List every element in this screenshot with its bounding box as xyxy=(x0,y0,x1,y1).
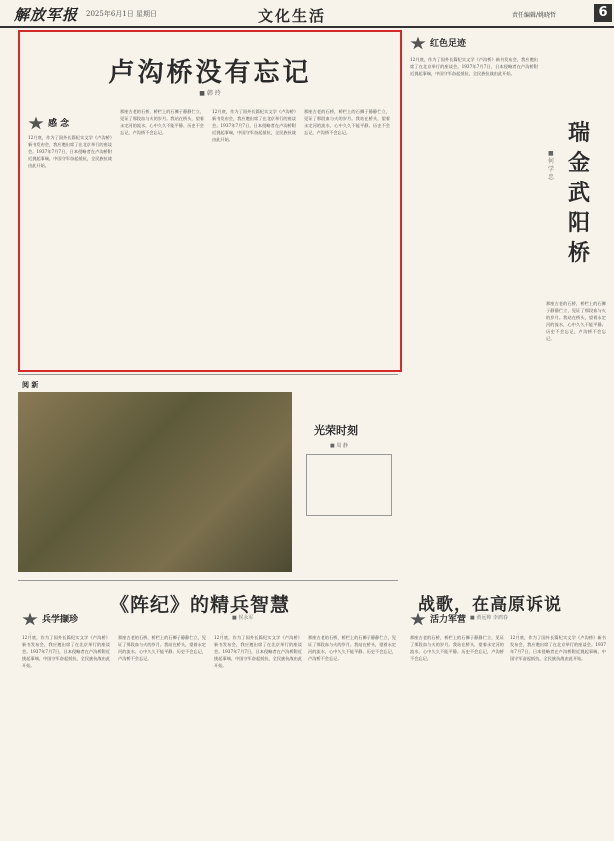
lower-right-author: ■ 黄远帅 李鸿春 xyxy=(470,615,508,621)
star-icon xyxy=(410,613,426,627)
subhead-label: 感 念 xyxy=(48,119,70,129)
lower-right-title: 战歌，在高原诉说 xyxy=(418,595,562,615)
section-label: 阅 新 xyxy=(22,380,39,389)
star-icon xyxy=(28,117,44,131)
lower-left-column-4: 那座古老的石桥，桥栏上的石狮子静静伫立，见证了那段血与火的岁月。我站在桥头，望着永定河的流水，心中久久不能平静。历史不会忘记，卢沟桥不会忘记。 xyxy=(308,635,396,661)
soldiers-photo xyxy=(18,392,292,572)
poem-author: ■ 周 静 xyxy=(330,443,348,449)
article-column-2: 那座古老的石桥，桥栏上的石狮子静静伫立，见证了那段血与火的岁月。我站在桥头，望着永定河的流水，心中久久不能平静。历史不会忘记，卢沟桥不会忘记。 xyxy=(120,109,204,135)
article-title: 卢沟桥没有忘记 xyxy=(108,58,312,88)
right-article-title: 瑞金武阳桥 xyxy=(567,120,590,266)
section-divider xyxy=(18,374,398,375)
right-article-body-2: 那座古老的石桥，桥栏上的石狮子静静伫立，见证了那段血与火的岁月。我站在桥头，望着永定河的流水，心中久久不能平静。历史不会忘记，卢沟桥不会忘记。 xyxy=(546,301,606,341)
lower-right-subhead xyxy=(410,612,466,627)
right-article-body: 12月底，作为了国外长篇纪实文学《卢沟桥》新书发布会，我应邀出席了在北京举行的座谈会。1937年7月7日，日本侵略者在卢沟桥附近挑起事端，中国守军奋起抵抗，全民族抗战由此开始。 xyxy=(410,57,538,76)
subhead-label: 兵学撷珍 xyxy=(42,615,79,625)
article-byline: ■ 韩 玲 xyxy=(199,90,221,97)
star-icon xyxy=(410,37,426,51)
subhead-label: 活力军营 xyxy=(430,615,467,625)
newspaper-masthead: 解放军报 xyxy=(14,6,79,24)
poem-panel xyxy=(300,392,398,572)
poem-title: 光荣时刻 xyxy=(314,424,358,437)
issue-date: 2025年6月1日 星期日 xyxy=(86,10,157,18)
editor-credit: 责任编辑/姚晓哲 xyxy=(512,12,557,19)
lower-right-column-2: 12月底，作为了国外长篇纪实文学《卢沟桥》新书发布会，我应邀出席了在北京举行的座谈会。1937年7月7日，日本侵略者在卢沟桥附近挑起事端，中国守军奋起抵抗，全民族抗战由此开始。 xyxy=(510,635,606,661)
article-column-4: 那座古老的石桥，桥栏上的石狮子静静伫立，见证了那段血与火的岁月。我站在桥头，望着永定河的流水，心中久久不能平静。历史不会忘记，卢沟桥不会忘记。 xyxy=(304,109,390,135)
article-column-1: 12月底，作为了国外长篇纪实文学《卢沟桥》新书发布会，我应邀出席了在北京举行的座谈会。1937年7月7日，日本侵略者在卢沟桥附近挑起事端，中国守军奋起抵抗，全民族抗战由此开始。 xyxy=(28,135,112,168)
lower-left-author: ■ 侯永军 xyxy=(232,615,254,621)
page-number: 6 xyxy=(594,4,612,22)
section-divider xyxy=(18,580,398,581)
lower-left-subhead xyxy=(22,612,78,627)
poem-text-box xyxy=(306,454,392,516)
subhead-label: 红色足迹 xyxy=(430,39,467,49)
right-article-author: ■ 何学忠 xyxy=(548,150,555,181)
article-column-3: 12月底，作为了国外长篇纪实文学《卢沟桥》新书发布会，我应邀出席了在北京举行的座谈会。1937年7月7日，日本侵略者在卢沟桥附近挑起事端，中国守军奋起抵抗，全民族抗战由此开始。 xyxy=(212,109,296,142)
star-icon xyxy=(22,613,38,627)
lower-left-column-2: 那座古老的石桥，桥栏上的石狮子静静伫立，见证了那段血与火的岁月。我站在桥头，望着永定河的流水，心中久久不能平静。历史不会忘记，卢沟桥不会忘记。 xyxy=(118,635,206,661)
lower-left-title: 《阵纪》的精兵智慧 xyxy=(110,594,291,616)
article-subhead xyxy=(28,116,69,131)
right-article-subhead xyxy=(410,36,466,51)
section-title: 文化生活 xyxy=(258,7,327,25)
lower-left-column-1: 12月底，作为了国外长篇纪实文学《卢沟桥》新书发布会，我应邀出席了在北京举行的座谈会。1937年7月7日，日本侵略者在卢沟桥附近挑起事端，中国守军奋起抵抗，全民族抗战由此开始。 xyxy=(22,635,110,668)
lower-left-column-3: 12月底，作为了国外长篇纪实文学《卢沟桥》新书发布会，我应邀出席了在北京举行的座谈会。1937年7月7日，日本侵略者在卢沟桥附近挑起事端，中国守军奋起抵抗，全民族抗战由此开始。 xyxy=(214,635,302,668)
lower-right-column-1: 那座古老的石桥，桥栏上的石狮子静静伫立，见证了那段血与火的岁月。我站在桥头，望着永定河的流水，心中久久不能平静。历史不会忘记，卢沟桥不会忘记。 xyxy=(410,635,504,661)
